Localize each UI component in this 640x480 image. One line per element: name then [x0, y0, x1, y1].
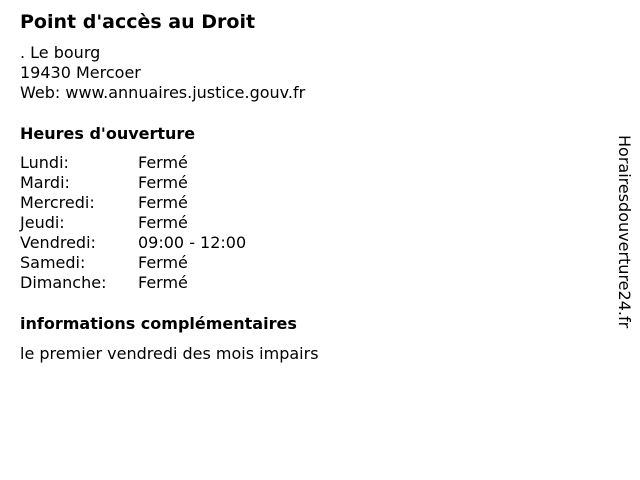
- hours-row-friday: [20, 233, 320, 253]
- hours-value: Fermé: [138, 253, 188, 272]
- hours-row-saturday: [20, 253, 320, 273]
- site-watermark: Horairesdouverture24.fr: [615, 135, 634, 329]
- hours-day-label: Samedi:: [20, 253, 86, 272]
- page-title: Point d'accès au Droit: [20, 11, 256, 33]
- hours-day-label: Mardi:: [20, 173, 70, 192]
- address-city: 19430 Mercoer: [20, 63, 141, 82]
- additional-info-heading: informations complémentaires: [20, 314, 297, 333]
- hours-day-label: Jeudi:: [20, 213, 65, 232]
- hours-value: Fermé: [138, 273, 188, 292]
- hours-day-label: Dimanche:: [20, 273, 107, 292]
- hours-row-thursday: [20, 213, 320, 233]
- hours-row-wednesday: [20, 193, 320, 213]
- opening-hours-table: [20, 153, 320, 293]
- additional-info-text: le premier vendredi des mois impairs: [20, 344, 319, 363]
- hours-row-monday: [20, 153, 320, 173]
- hours-row-sunday: [20, 273, 320, 293]
- hours-value: Fermé: [138, 173, 188, 192]
- hours-day-label: Vendredi:: [20, 233, 96, 252]
- hours-row-tuesday: [20, 173, 320, 193]
- opening-hours-heading: Heures d'ouverture: [20, 124, 196, 143]
- hours-day-label: Lundi:: [20, 153, 69, 172]
- hours-value: Fermé: [138, 153, 188, 172]
- hours-value: Fermé: [138, 193, 188, 212]
- hours-day-label: Mercredi:: [20, 193, 95, 212]
- address-web: Web: www.annuaires.justice.gouv.fr: [20, 83, 306, 102]
- hours-value: Fermé: [138, 213, 188, 232]
- address-block: [20, 43, 305, 103]
- address-street: . Le bourg: [20, 43, 101, 62]
- hours-value: 09:00 - 12:00: [138, 233, 247, 252]
